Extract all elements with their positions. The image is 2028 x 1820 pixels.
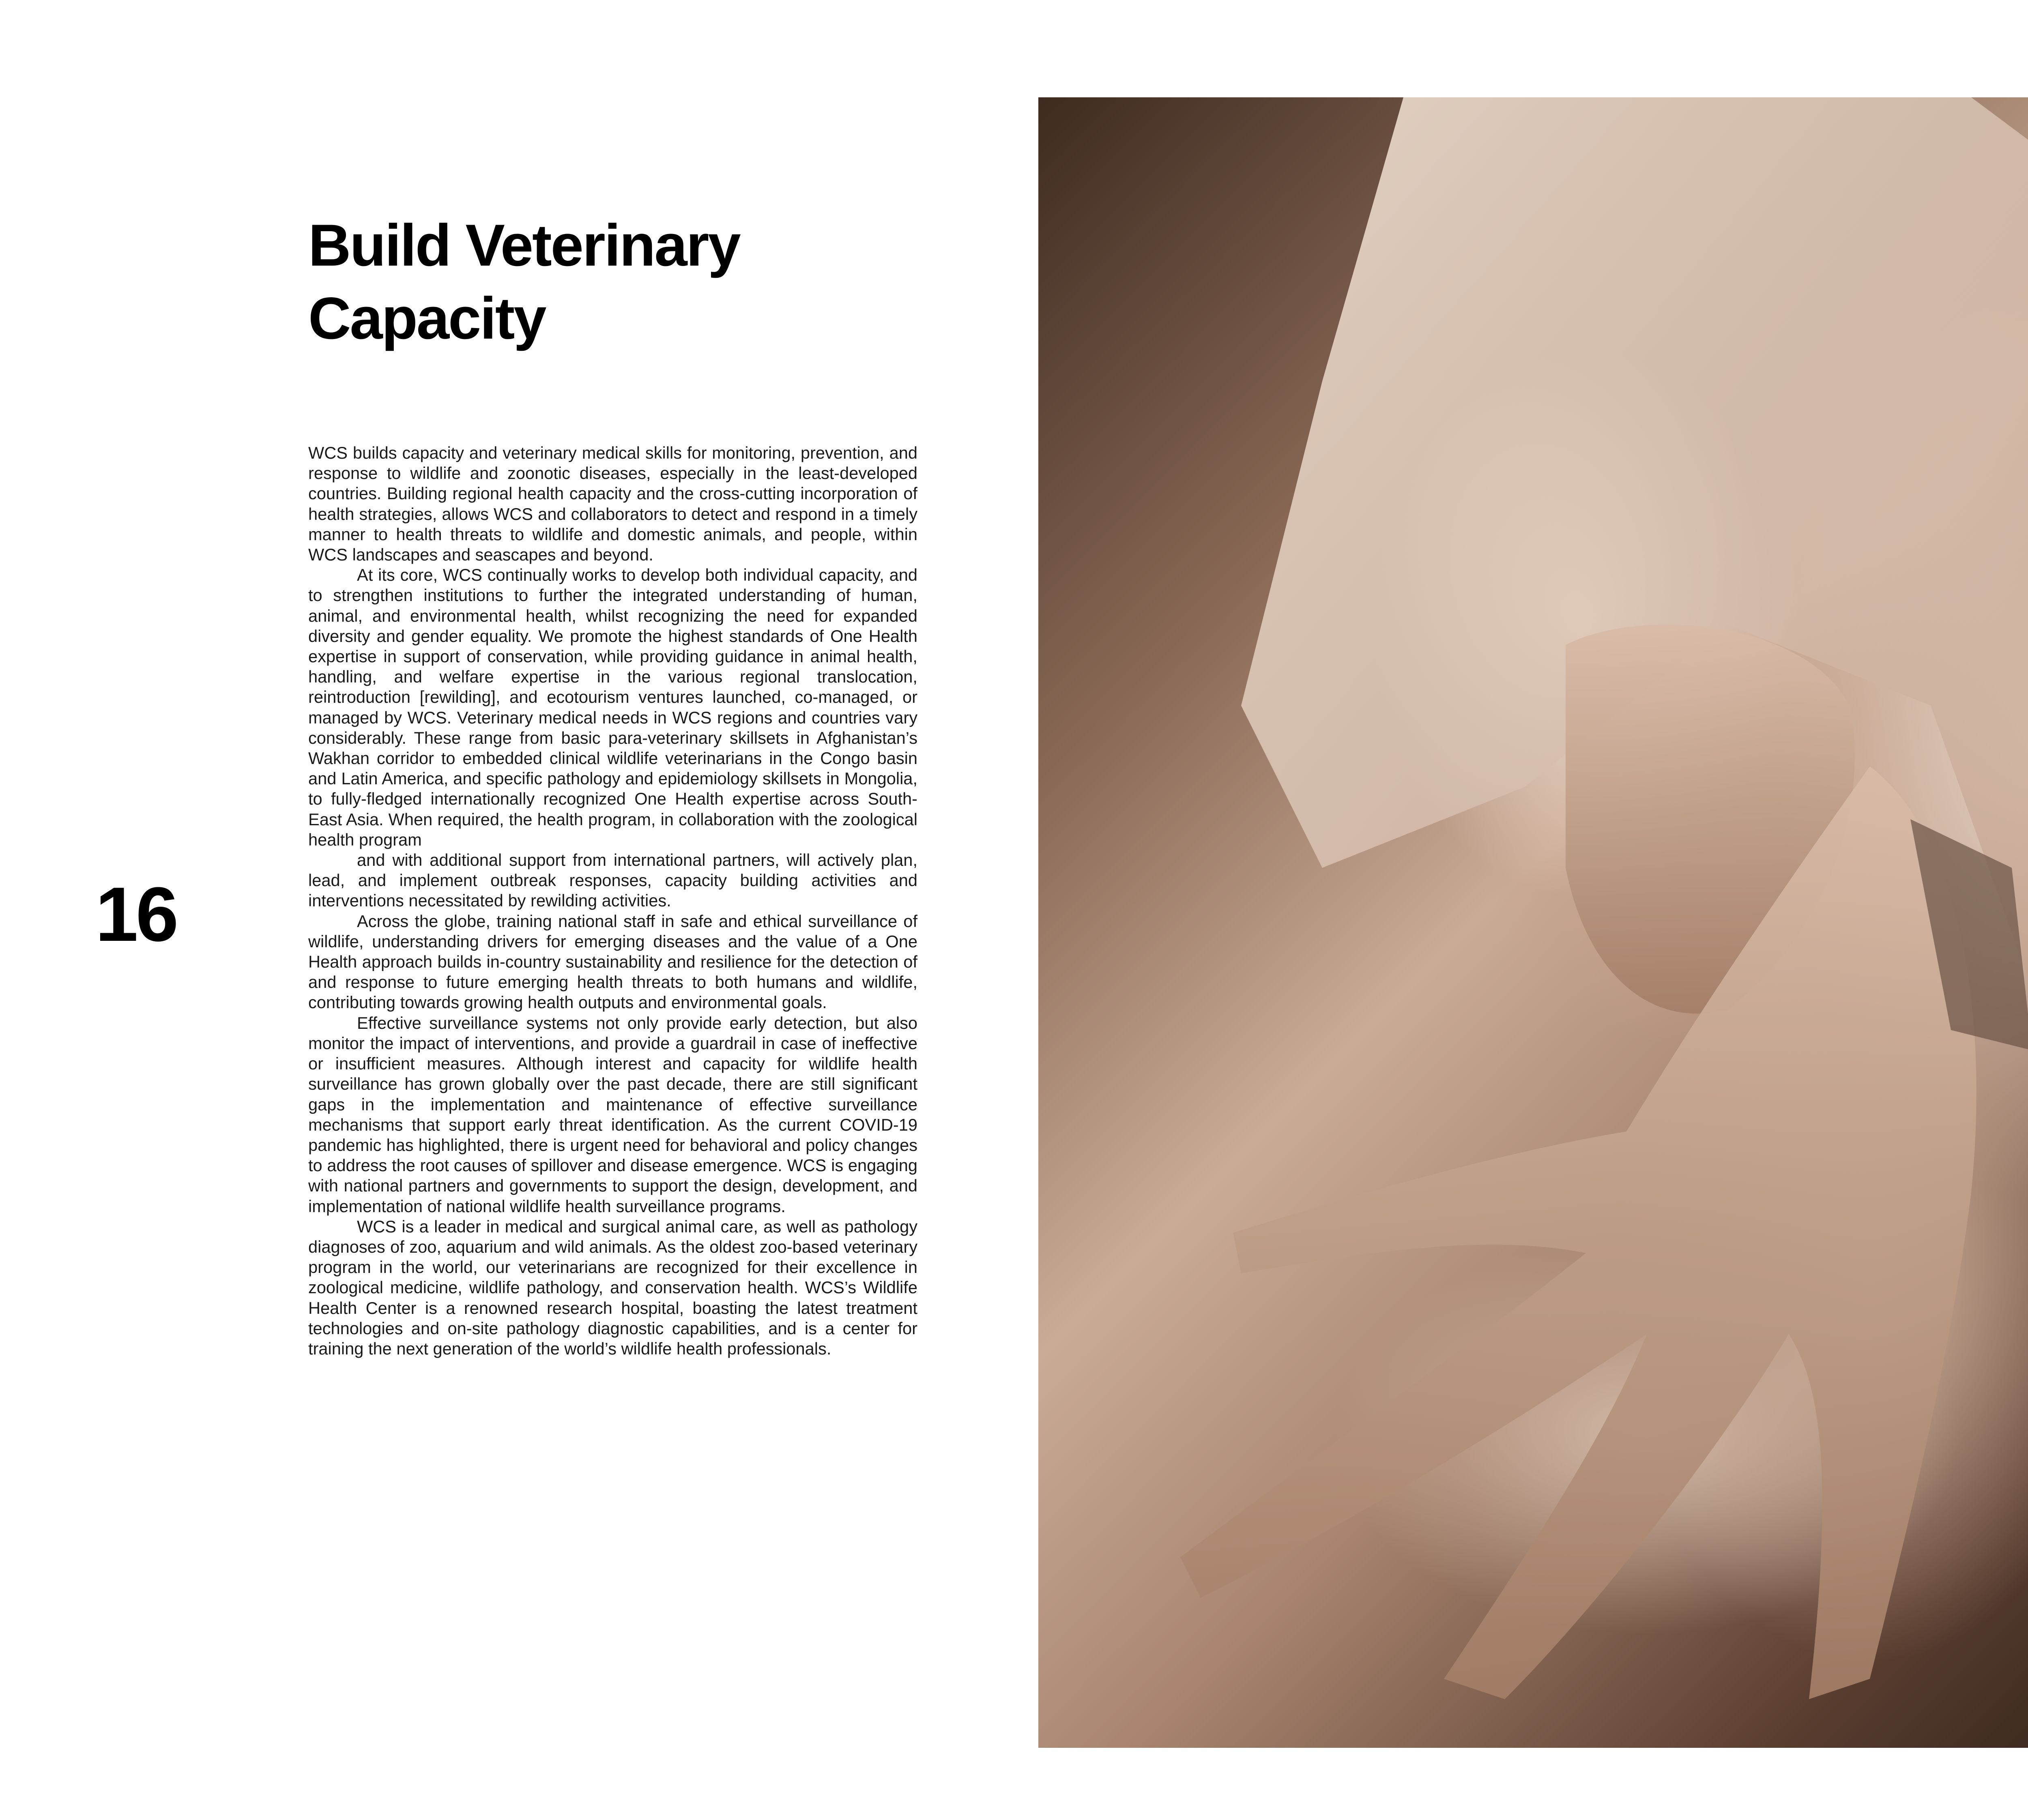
page-title: [308, 209, 998, 355]
page-number-left: 16: [95, 871, 176, 957]
title-line-2: Capacity: [308, 285, 546, 351]
body-paragraph: and with additional support from international partners, will actively plan, lead, and implement outbreak responses, capacity building activities and interventions necessitated by rewilding activities.: [308, 850, 917, 910]
body-paragraph: Across the globe, training national staff in safe and ethical surveillance of wildlife, understanding drivers for emerging diseases and the value of a One Health approach builds in-country sustainability and resilience for the detection of and response to future emerging health threats to both humans and wildlife, contributing towards growing health outputs and environmental goals.: [308, 911, 917, 1012]
body-paragraph: WCS is a leader in medical and surgical animal care, as well as pathology diagnoses of zoo, aquarium and wild animals. As the oldest zoo-based veterinary program in the world, our veterinarians are recognized for their excellence in zoological medicine, wildlife pathology, and conservation health. WCS’s Wildlife Health Center is a renowned research hospital, boasting the latest treatment technologies and on-site pathology diagnostic capabilities, and is a center for training the next generation of the world’s wildlife health professionals.: [308, 1217, 917, 1358]
body-paragraph: WCS builds capacity and veterinary medical skills for monitoring, prevention, and response to wildlife and zoonotic diseases, especially in the least-developed countries. Building regional health capacity and the cross-cutting incorporation of health strategies, allows WCS and collaborators to detect and respond in a timely manner to health threats to wildlife and domestic animals, and people, within WCS landscapes and seascapes and beyond.: [308, 443, 917, 564]
body-paragraph: Effective surveillance systems not only provide early detection, but also monitor the impact of interventions, and provide a guardrail in case of ineffective or insufficient measures. Although interest and capacity for wildlife health surveillance has grown globally over the past decade, there are still significant gaps in the implementation and maintenance of effective surveillance mechanisms that support early threat identification. As the current COVID-19 pandemic has highlighted, there is urgent need for behavioral and policy changes to address the root causes of spillover and disease emergence. WCS is engaging with national partners and governments to support the design, development, and implementation of national wildlife health surveillance programs.: [308, 1013, 917, 1216]
title-line-1: Build Veterinary: [308, 212, 740, 278]
body-paragraph: At its core, WCS continually works to develop both individual capacity, and to strengthen institutions to further the integrated understanding of human, animal, and environmental health, whilst recognizing the need for expanded diversity and gender equality. We promote the highest standards of One Health expertise in support of conservation, while providing guidance in animal health, handling, and welfare expertise in the various regional translocation, reintroduction [rewilding], and ecotourism ventures launched, co-managed, or managed by WCS. Veterinary medical needs in WCS regions and countries vary considerably. These range from basic para-veterinary skillsets in Afghanistan’s Wakhan corridor to embedded clinical wildlife veterinarians in the Congo basin and Latin America, and specific pathology and epidemiology skillsets in Mongolia, to fully-fledged internationally recognized One Health expertise across South-East Asia. When required, the health program, in collaboration with the zoological health program: [308, 565, 917, 849]
gloved-hands-illustration: [1038, 97, 2028, 1748]
body-text-column: [308, 443, 917, 1359]
gloved-hands-photo: [1038, 97, 2028, 1748]
